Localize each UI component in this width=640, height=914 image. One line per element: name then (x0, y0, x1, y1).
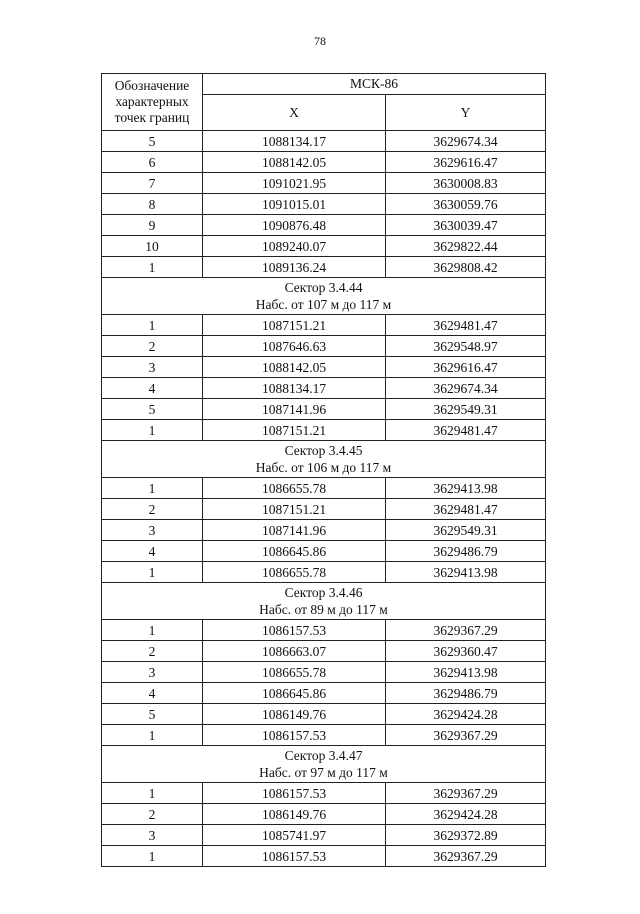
x-cell: 1088134.17 (203, 131, 386, 152)
x-cell: 1088142.05 (203, 357, 386, 378)
point-cell: 3 (102, 825, 203, 846)
table-row (102, 378, 546, 399)
x-cell: 1091021.95 (203, 173, 386, 194)
y-cell: 3629367.29 (386, 783, 546, 804)
sector-elevation: Набс. от 97 м до 117 м (259, 765, 388, 780)
y-cell: 3629413.98 (386, 478, 546, 499)
y-column-header: Y (386, 95, 546, 131)
x-cell: 1091015.01 (203, 194, 386, 215)
table-row (102, 236, 546, 257)
table-row (102, 683, 546, 704)
x-cell: 1087151.21 (203, 315, 386, 336)
table-row (102, 846, 546, 867)
point-cell: 5 (102, 131, 203, 152)
x-column-header: X (203, 95, 386, 131)
coordinate-system-header: МСК-86 (203, 74, 546, 95)
x-cell: 1087151.21 (203, 499, 386, 520)
point-cell: 1 (102, 315, 203, 336)
x-cell: 1086655.78 (203, 478, 386, 499)
table-row (102, 420, 546, 441)
sector-header-row (102, 278, 546, 315)
point-cell: 5 (102, 704, 203, 725)
point-cell: 5 (102, 399, 203, 420)
table-row (102, 215, 546, 236)
sector-elevation: Набс. от 106 м до 117 м (255, 460, 392, 475)
point-cell: 3 (102, 520, 203, 541)
x-cell: 1089240.07 (203, 236, 386, 257)
sector-title: Сектор 3.4.46 (284, 585, 363, 600)
table-row (102, 478, 546, 499)
y-cell: 3629808.42 (386, 257, 546, 278)
table-row (102, 152, 546, 173)
point-cell: 1 (102, 562, 203, 583)
point-cell: 3 (102, 357, 203, 378)
table-row (102, 662, 546, 683)
table-row (102, 315, 546, 336)
point-cell: 1 (102, 620, 203, 641)
table-row (102, 562, 546, 583)
table-row (102, 173, 546, 194)
x-cell: 1086663.07 (203, 641, 386, 662)
table-row (102, 541, 546, 562)
x-cell: 1086149.76 (203, 704, 386, 725)
point-cell: 2 (102, 499, 203, 520)
x-cell: 1090876.48 (203, 215, 386, 236)
sector-header (102, 441, 546, 478)
point-cell: 1 (102, 257, 203, 278)
table-row (102, 357, 546, 378)
point-cell: 8 (102, 194, 203, 215)
page-number: 78 (314, 34, 326, 48)
x-cell: 1087646.63 (203, 336, 386, 357)
sector-title: Сектор 3.4.44 (284, 280, 363, 295)
x-cell: 1088134.17 (203, 378, 386, 399)
y-cell: 3629481.47 (386, 315, 546, 336)
x-cell: 1087151.21 (203, 420, 386, 441)
y-cell: 3629424.28 (386, 704, 546, 725)
sector-header (102, 746, 546, 783)
y-cell: 3629367.29 (386, 725, 546, 746)
point-cell: 2 (102, 336, 203, 357)
point-cell: 1 (102, 846, 203, 867)
y-cell: 3629481.47 (386, 499, 546, 520)
x-cell: 1086655.78 (203, 562, 386, 583)
table-header (102, 74, 546, 131)
x-cell: 1087141.96 (203, 520, 386, 541)
sector-header (102, 278, 546, 315)
table-row (102, 641, 546, 662)
sector-header (102, 583, 546, 620)
x-cell: 1086157.53 (203, 620, 386, 641)
point-cell: 10 (102, 236, 203, 257)
point-cell: 4 (102, 541, 203, 562)
table-row (102, 704, 546, 725)
point-cell: 4 (102, 378, 203, 399)
table-row (102, 783, 546, 804)
x-cell: 1086645.86 (203, 683, 386, 704)
point-cell: 1 (102, 783, 203, 804)
y-cell: 3629367.29 (386, 846, 546, 867)
point-cell: 1 (102, 420, 203, 441)
table-row (102, 620, 546, 641)
x-cell: 1086149.76 (203, 804, 386, 825)
point-cell: 1 (102, 725, 203, 746)
y-cell: 3629481.47 (386, 420, 546, 441)
table-row (102, 804, 546, 825)
x-cell: 1089136.24 (203, 257, 386, 278)
table-row (102, 520, 546, 541)
y-cell: 3629413.98 (386, 662, 546, 683)
y-cell: 3629413.98 (386, 562, 546, 583)
point-cell: 1 (102, 478, 203, 499)
sector-elevation: Набс. от 107 м до 117 м (255, 297, 392, 312)
y-cell: 3630059.76 (386, 194, 546, 215)
sector-title: Сектор 3.4.45 (284, 443, 363, 458)
y-cell: 3629486.79 (386, 541, 546, 562)
point-cell: 6 (102, 152, 203, 173)
designation-header: Обозначение характерных точек границ (102, 74, 203, 131)
table-row (102, 194, 546, 215)
point-cell: 9 (102, 215, 203, 236)
y-cell: 3629822.44 (386, 236, 546, 257)
y-cell: 3629372.89 (386, 825, 546, 846)
table-row (102, 825, 546, 846)
x-cell: 1086157.53 (203, 846, 386, 867)
y-cell: 3629549.31 (386, 399, 546, 420)
table-body (102, 131, 546, 867)
table-row (102, 399, 546, 420)
point-cell: 2 (102, 641, 203, 662)
sector-header-row (102, 583, 546, 620)
x-cell: 1087141.96 (203, 399, 386, 420)
y-cell: 3629360.47 (386, 641, 546, 662)
x-cell: 1085741.97 (203, 825, 386, 846)
y-cell: 3629674.34 (386, 131, 546, 152)
point-cell: 7 (102, 173, 203, 194)
y-cell: 3630008.83 (386, 173, 546, 194)
table-row (102, 257, 546, 278)
table-row (102, 499, 546, 520)
x-cell: 1088142.05 (203, 152, 386, 173)
y-cell: 3629486.79 (386, 683, 546, 704)
x-cell: 1086157.53 (203, 783, 386, 804)
y-cell: 3630039.47 (386, 215, 546, 236)
x-cell: 1086655.78 (203, 662, 386, 683)
table-row (102, 336, 546, 357)
y-cell: 3629549.31 (386, 520, 546, 541)
y-cell: 3629548.97 (386, 336, 546, 357)
point-cell: 2 (102, 804, 203, 825)
table-row (102, 725, 546, 746)
x-cell: 1086645.86 (203, 541, 386, 562)
sector-header-row (102, 441, 546, 478)
coordinates-table (101, 73, 546, 867)
y-cell: 3629616.47 (386, 152, 546, 173)
y-cell: 3629367.29 (386, 620, 546, 641)
y-cell: 3629616.47 (386, 357, 546, 378)
y-cell: 3629674.34 (386, 378, 546, 399)
point-cell: 4 (102, 683, 203, 704)
sector-header-row (102, 746, 546, 783)
sector-title: Сектор 3.4.47 (284, 748, 363, 763)
table-row (102, 131, 546, 152)
sector-elevation: Набс. от 89 м до 117 м (259, 602, 388, 617)
x-cell: 1086157.53 (203, 725, 386, 746)
point-cell: 3 (102, 662, 203, 683)
y-cell: 3629424.28 (386, 804, 546, 825)
